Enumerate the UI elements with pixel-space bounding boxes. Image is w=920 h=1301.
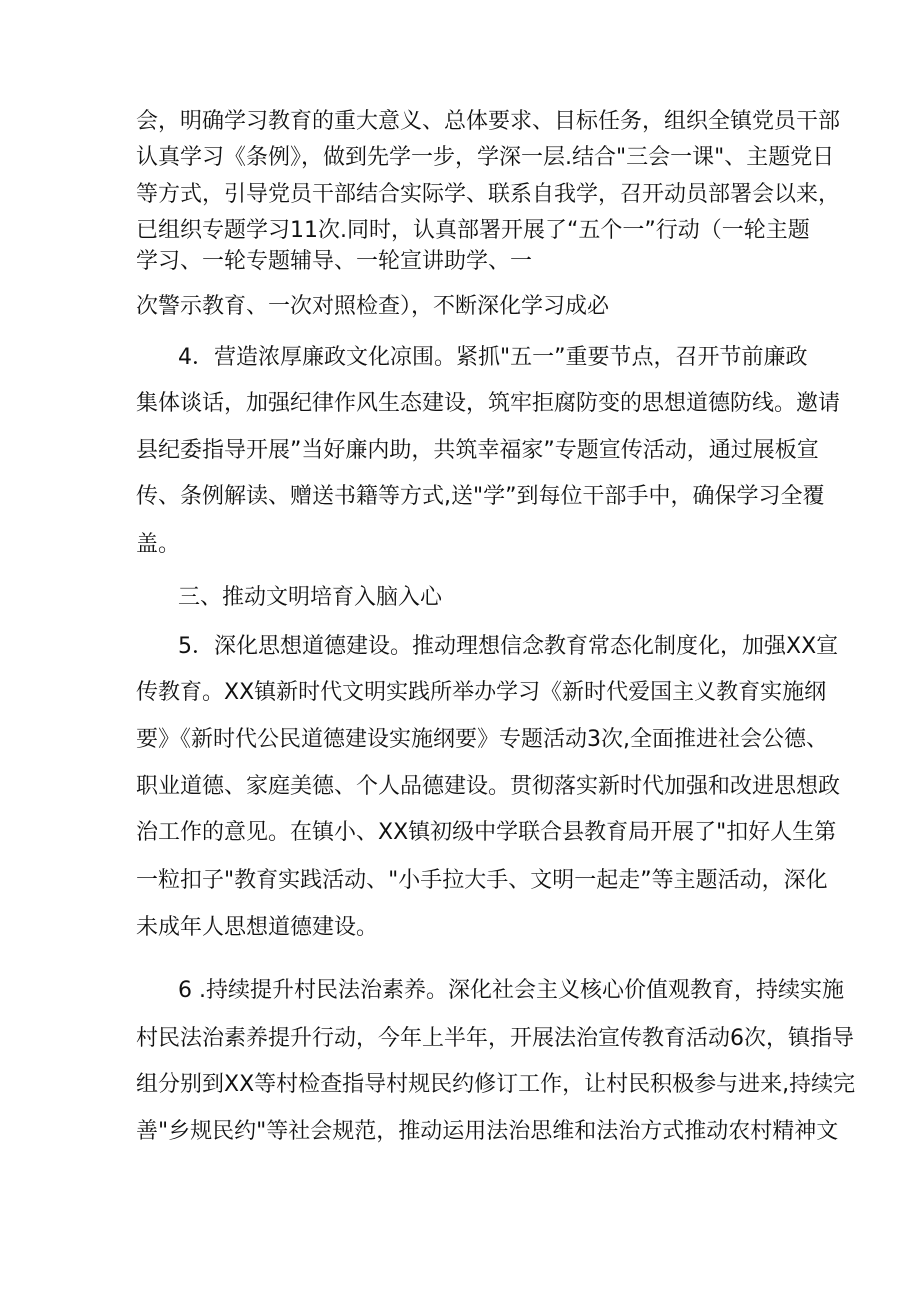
- text-line: 传教育。XX镇新时代文明实践所举办学习《新时代爱国主义教育实施纲: [136, 680, 827, 705]
- text-line: 学习、一轮专题辅导、一轮宣讲助学、一: [136, 249, 533, 274]
- paragraph-6-start: 6 .持续提升村民法治素养。深化社会主义核心价值观教育，持续实施: [178, 978, 844, 1003]
- text-line: 等方式，引导党员干部结合实际学、联系自我学，召开动员部署会以来，: [136, 182, 841, 207]
- text-line: 一粒扣子"教育实践活动、"小手拉大手、文明一起走”等主题活动，深化: [136, 868, 828, 893]
- text-line: 盖。: [136, 532, 181, 557]
- text-line: 善"乡规民约"等社会规范，推动运用法治思维和法治方式推动农村精神文: [136, 1119, 839, 1144]
- section-heading: 三、推动文明培育入脑入心: [178, 585, 443, 610]
- text-line: 治工作的意见。在镇小、XX镇初级中学联合县教育局开展了"扣好人生第: [136, 820, 837, 845]
- paragraph-4-start: 4．营造浓厚廉政文化凉围。紧抓"五一”重要节点，召开节前廉政: [178, 345, 808, 370]
- text-line: 已组织专题学习11次.同时，认真部署开展了“五个一”行动（一轮主题: [136, 218, 810, 243]
- paragraph-5-start: 5．深化思想道德建设。推动理想信念教育常态化制度化，加强XX宣: [178, 634, 839, 659]
- text-line: 职业道德、家庭美德、个人品德建设。贯彻落实新时代加强和改进思想政: [136, 774, 841, 799]
- text-line: 县纪委指导开展”当好廉内助，共筑幸福家”专题宣传活动，通过展板宣: [136, 438, 819, 463]
- text-line: 次警示教育、一次对照检查），不断深化学习成必: [136, 294, 610, 319]
- text-line: 要》《新时代公民道德建设实施纲要》专题活动3次,全面推进社会公德、: [136, 727, 828, 752]
- text-line: 集体谈话，加强纪律作风生态建设，筑牢拒腐防变的思想道德防线。邀请: [136, 391, 841, 416]
- text-line: 认真学习《条例》，做到先学一步，学深一层.结合"三会一课"、主题党日: [136, 145, 835, 170]
- text-line: 未成年人思想道德建设。: [136, 915, 379, 940]
- text-line: 组分别到XX等村检查指导村规民约修订工作，让村民积极参与进来,持续完: [136, 1072, 856, 1097]
- text-line: 村民法治素养提升行动，今年上半年，开展法治宣传教育活动6次，镇指导: [136, 1026, 854, 1051]
- text-line: 传、条例解读、赠送书籍等方式,送"学”到每位干部手中，确保学习全覆: [136, 484, 825, 509]
- text-line: 会，明确学习教育的重大意义、总体要求、目标任务，组织全镇党员干部: [136, 109, 841, 134]
